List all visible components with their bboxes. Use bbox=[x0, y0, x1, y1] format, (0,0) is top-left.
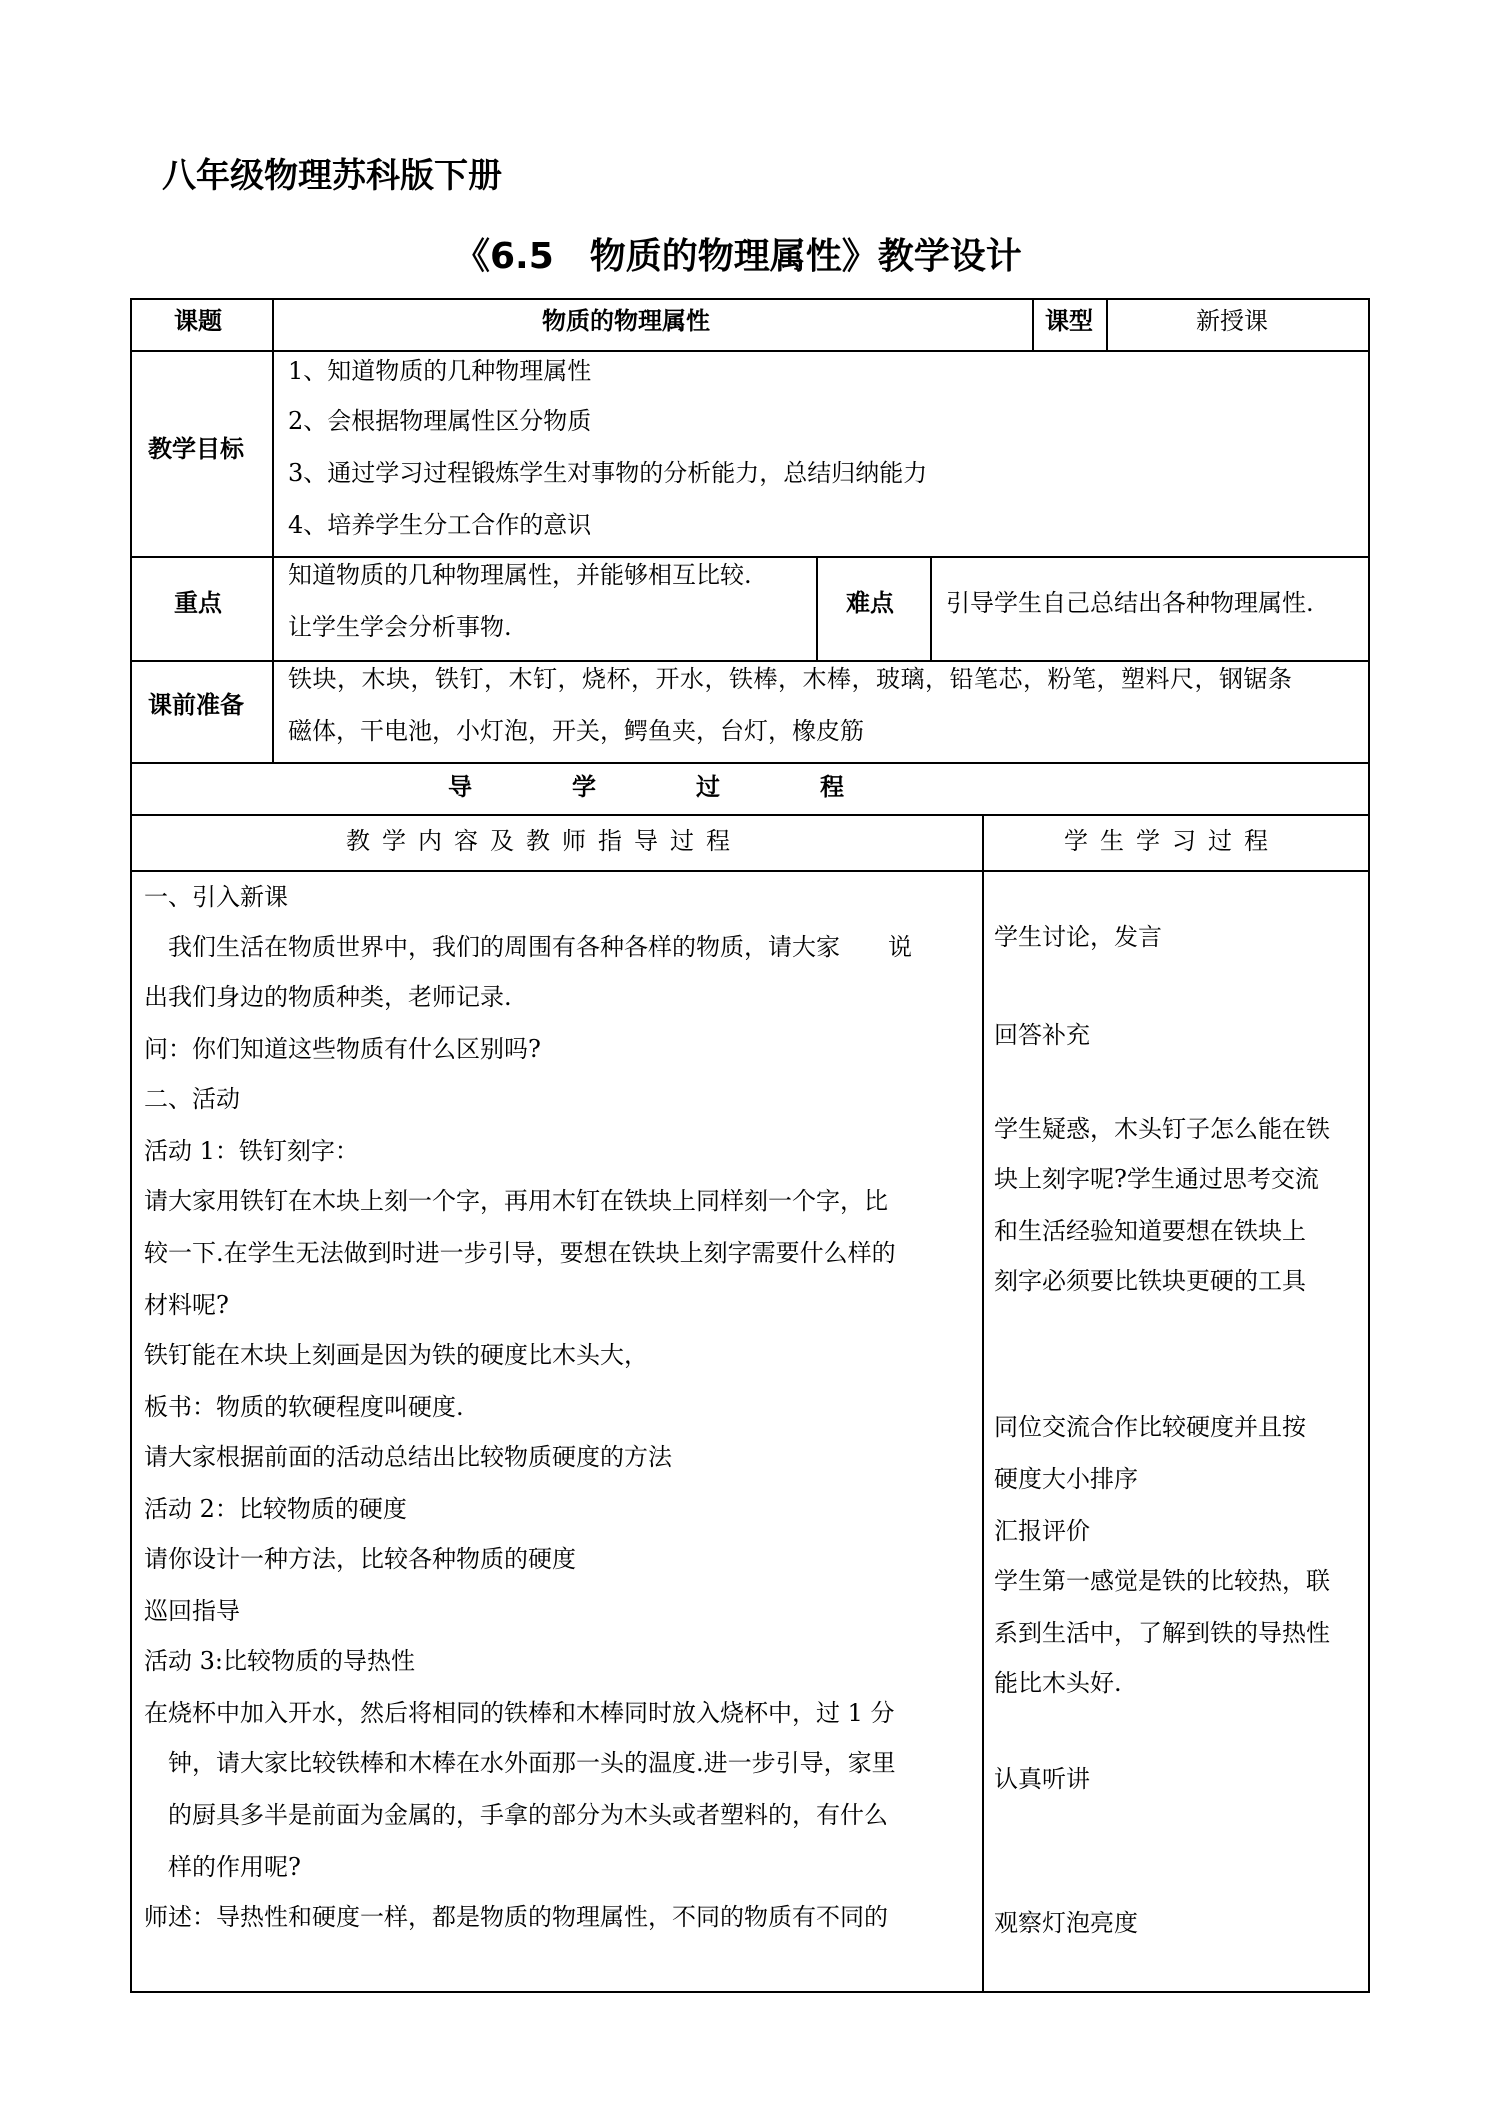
student-line: 系到生活中，了解到铁的导热性 bbox=[994, 1619, 1330, 1647]
goal-item: 4、培养学生分工合作的意识 bbox=[288, 511, 592, 539]
teacher-line: 我们生活在物质世界中，我们的周围有各种各样的物质，请大家 说 bbox=[144, 933, 912, 961]
teacher-line: 出我们身边的物质种类，老师记录. bbox=[144, 983, 512, 1011]
student-line: 学生第一感觉是铁的比较热，联 bbox=[994, 1567, 1330, 1595]
student-line: 同位交流合作比较硬度并且按 bbox=[994, 1413, 1306, 1441]
key-label: 重点 bbox=[174, 589, 222, 617]
student-line: 学生疑惑，木头钉子怎么能在铁 bbox=[994, 1115, 1330, 1143]
student-line: 汇报评价 bbox=[994, 1517, 1090, 1545]
teacher-line: 钟，请大家比较铁棒和木棒在水外面那一头的温度.进一步引导，家里 bbox=[144, 1749, 896, 1777]
goal-item: 1、知道物质的几种物理属性 bbox=[288, 357, 592, 385]
goal-item: 2、会根据物理属性区分物质 bbox=[288, 407, 592, 435]
teacher-line: 较一下.在学生无法做到时进一步引导，要想在铁块上刻字需要什么样的 bbox=[144, 1239, 896, 1267]
teacher-line: 请你设计一种方法，比较各种物质的硬度 bbox=[144, 1545, 576, 1573]
student-line: 能比木头好. bbox=[994, 1669, 1122, 1697]
student-line: 学生讨论，发言 bbox=[994, 923, 1162, 951]
topic-value: 物质的物理属性 bbox=[542, 307, 710, 335]
teacher-line: 活动 2：比较物质的硬度 bbox=[144, 1495, 407, 1523]
goal-item: 3、通过学习过程锻炼学生对事物的分析能力，总结归纳能力 bbox=[288, 459, 928, 487]
difficulty-label: 难点 bbox=[846, 589, 894, 617]
student-line: 硬度大小排序 bbox=[994, 1465, 1138, 1493]
teacher-line: 铁钉能在木块上刻画是因为铁的硬度比木头大， bbox=[144, 1341, 648, 1369]
key-line: 让学生学会分析事物. bbox=[288, 613, 512, 641]
teacher-line: 的厨具多半是前面为金属的，手拿的部分为木头或者塑料的，有什么 bbox=[144, 1801, 888, 1829]
student-line: 回答补充 bbox=[994, 1021, 1090, 1049]
teacher-line: 请大家用铁钉在木块上刻一个字，再用木钉在铁块上同样刻一个字，比 bbox=[144, 1187, 888, 1215]
topic-label: 课题 bbox=[174, 307, 222, 335]
document-title: 八年级物理苏科版下册 bbox=[162, 156, 502, 196]
teacher-line: 二、活动 bbox=[144, 1085, 240, 1113]
teacher-line: 问：你们知道这些物质有什么区别吗? bbox=[144, 1035, 541, 1063]
goals-label: 教学目标 bbox=[148, 435, 244, 463]
teacher-column-header: 教学内容及教师指导过程 bbox=[346, 827, 742, 855]
difficulty-value: 引导学生自己总结出各种物理属性. bbox=[946, 589, 1314, 617]
teacher-line: 活动 1：铁钉刻字： bbox=[144, 1137, 359, 1165]
prep-label: 课前准备 bbox=[148, 691, 244, 719]
teacher-line: 样的作用呢? bbox=[144, 1853, 301, 1881]
teacher-line: 活动 3:比较物质的导热性 bbox=[144, 1647, 415, 1675]
teacher-line: 师述：导热性和硬度一样，都是物质的物理属性，不同的物质有不同的 bbox=[144, 1903, 888, 1931]
document-subtitle: 《6.5 物质的物理属性》教学设计 bbox=[454, 236, 1022, 277]
key-line: 知道物质的几种物理属性，并能够相互比较. bbox=[288, 561, 752, 589]
student-line: 和生活经验知道要想在铁块上 bbox=[994, 1217, 1306, 1245]
teacher-line: 板书：物质的软硬程度叫硬度. bbox=[144, 1393, 464, 1421]
student-line: 认真听讲 bbox=[994, 1765, 1090, 1793]
teacher-line: 在烧杯中加入开水，然后将相同的铁棒和木棒同时放入烧杯中，过 1 分 bbox=[144, 1699, 895, 1727]
teacher-line: 材料呢? bbox=[144, 1291, 229, 1319]
student-line: 块上刻字呢?学生通过思考交流 bbox=[994, 1165, 1319, 1193]
teacher-line: 巡回指导 bbox=[144, 1597, 240, 1625]
prep-line: 磁体，干电池，小灯泡，开关，鳄鱼夹，台灯，橡皮筋 bbox=[288, 717, 864, 745]
teacher-line: 请大家根据前面的活动总结出比较物质硬度的方法 bbox=[144, 1443, 672, 1471]
type-value: 新授课 bbox=[1196, 307, 1268, 335]
student-column-header: 学生学习过程 bbox=[1064, 827, 1280, 855]
process-header: 导学过程 bbox=[448, 773, 944, 801]
teacher-line: 一、引入新课 bbox=[144, 883, 288, 911]
student-line: 观察灯泡亮度 bbox=[994, 1909, 1138, 1937]
prep-line: 铁块，木块，铁钉，木钉，烧杯，开水，铁棒，木棒，玻璃，铅笔芯，粉笔，塑料尺，钢锯条 bbox=[288, 665, 1293, 693]
student-line: 刻字必须要比铁块更硬的工具 bbox=[994, 1267, 1306, 1295]
type-label: 课型 bbox=[1045, 307, 1093, 335]
